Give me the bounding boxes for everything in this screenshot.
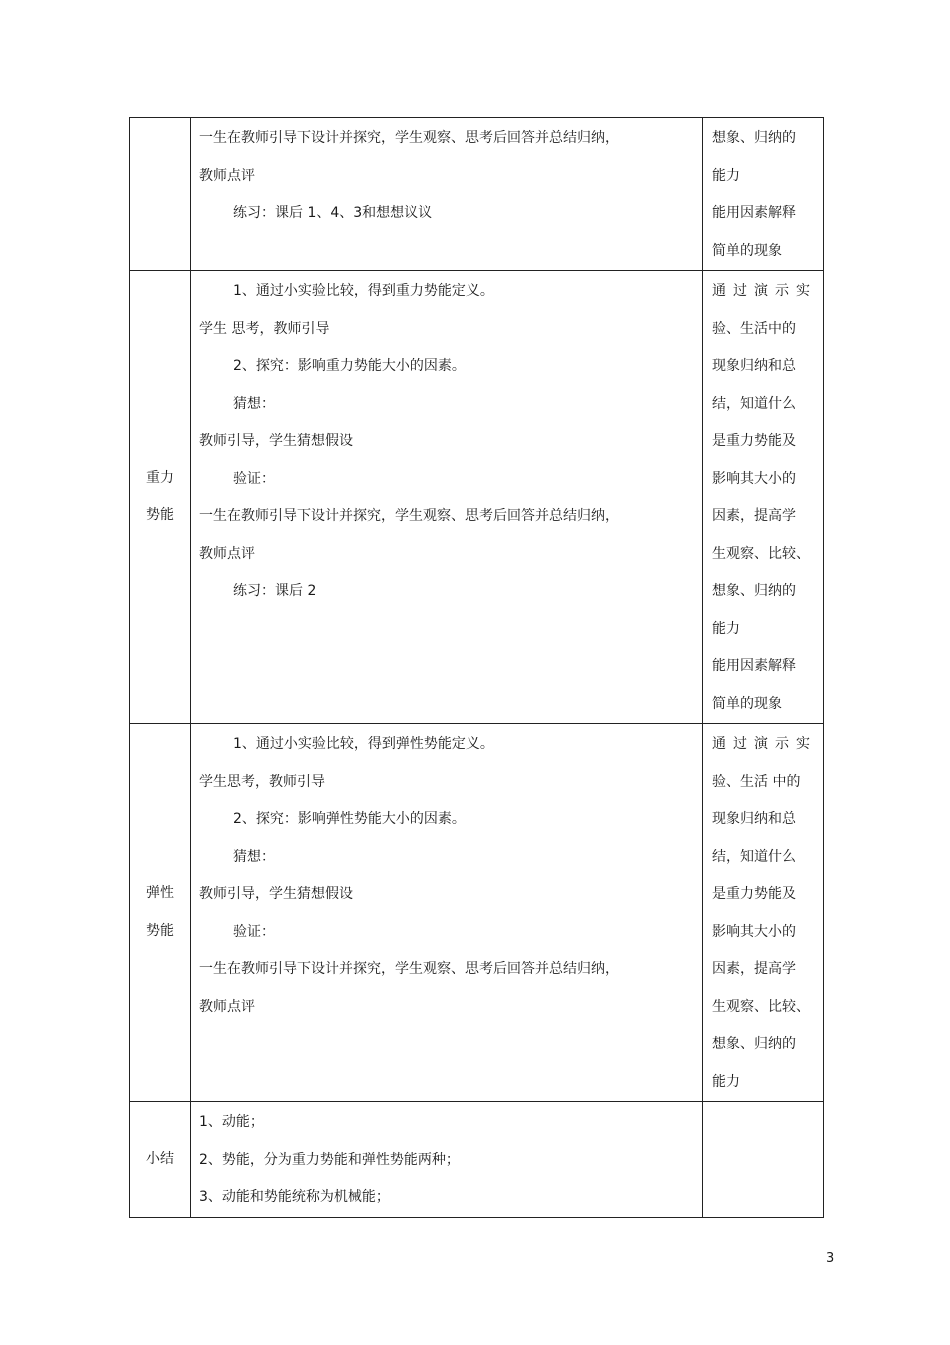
content-line: 2、探究：影响重力势能大小的因素。 [233,358,466,374]
goal-line: 影响其大小的 [712,470,796,487]
section-title-cell [130,1102,191,1218]
content-line: 1、通过小实验比较，得到弹性势能定义。 [233,736,494,752]
goal-cell [703,118,824,271]
activity-content-cell [191,724,703,1102]
goal-line: 验、生活 中的 [712,773,801,790]
content-line: 2、探究：影响弹性势能大小的因素。 [233,811,466,827]
content-line: 2、势能，分为重力势能和弹性势能两种； [199,1151,460,1168]
content-line: 3、动能和势能统称为机械能； [199,1189,390,1205]
goal-line: 生观察、比较、 [712,998,810,1015]
goal-line: 能力 [712,1073,740,1090]
goal-cell [703,271,824,724]
goal-line: 能用因素解释 [712,658,796,674]
content-line: 学生 思考，教师引导 [199,320,330,337]
page-number: 3 [826,1251,835,1266]
goal-line: 能力 [712,167,740,184]
section-title-cell [130,724,191,1102]
content-line: 教师引导，学生猜想假设 [199,433,353,449]
goal-line: 想象、归纳的 [712,583,796,599]
content-line: 教师引导，学生猜想假设 [199,886,353,902]
section-title-line: 势能 [146,507,174,523]
content-line: 教师点评 [199,167,255,184]
section-title-line: 势能 [146,922,174,939]
activity-content-cell [191,118,703,271]
goal-line: 结，知道什么 [712,395,796,412]
content-line: 学生思考，教师引导 [199,773,325,790]
goal-line: 因素，提高学 [712,508,796,524]
table-row [130,271,824,724]
section-title-line: 重力 [146,469,174,486]
goal-line: 现象归纳和总 [712,358,796,374]
goal-line: 简单的现象 [712,242,782,259]
goal-line: 想象、归纳的 [712,1036,796,1052]
section-title-line: 弹性 [146,885,174,901]
content-line: 教师点评 [199,545,255,562]
content-line: 验证： [233,923,275,940]
goal-line: 是重力势能及 [712,433,796,449]
goal-line: 想象、归纳的 [712,130,796,146]
goal-line: 能用因素解释 [712,205,796,221]
goal-line: 影响其大小的 [712,923,796,940]
content-line: 练习：课后 1、4、3和想想议议 [233,205,433,221]
content-line: 猜想： [233,848,275,865]
content-line: 一生在教师引导下设计并探究，学生观察、思考后回答并总结归纳， [199,130,619,146]
section-title-line: 小结 [146,1150,174,1167]
goal-line: 简单的现象 [712,695,782,712]
section-title-cell [130,118,191,271]
section-title-cell [130,271,191,724]
activity-content-cell [191,1102,703,1218]
lesson-plan-table [129,117,824,1218]
goal-cell [703,724,824,1102]
table-row [130,1102,824,1218]
activity-content-cell [191,271,703,724]
table-row [130,724,824,1102]
content-line: 教师点评 [199,998,255,1015]
table-row [130,118,824,271]
content-line: 猜想： [233,395,275,412]
goal-line: 因素，提高学 [712,961,796,977]
content-line: 一生在教师引导下设计并探究，学生观察、思考后回答并总结归纳， [199,508,619,524]
goal-line: 通过演示实 [712,736,817,752]
goal-line: 生观察、比较、 [712,545,810,562]
goal-line: 结，知道什么 [712,848,796,865]
goal-line: 是重力势能及 [712,886,796,902]
content-line: 1、通过小实验比较，得到重力势能定义。 [233,283,494,299]
goal-line: 能力 [712,620,740,637]
goal-line: 通过演示实 [712,283,817,299]
content-line: 验证： [233,470,275,487]
content-line: 一生在教师引导下设计并探究，学生观察、思考后回答并总结归纳， [199,961,619,977]
goal-cell [703,1102,824,1218]
goal-line: 验、生活中的 [712,320,796,337]
goal-line: 现象归纳和总 [712,811,796,827]
content-line: 1、动能； [199,1114,264,1130]
content-line: 练习：课后 2 [233,583,317,599]
